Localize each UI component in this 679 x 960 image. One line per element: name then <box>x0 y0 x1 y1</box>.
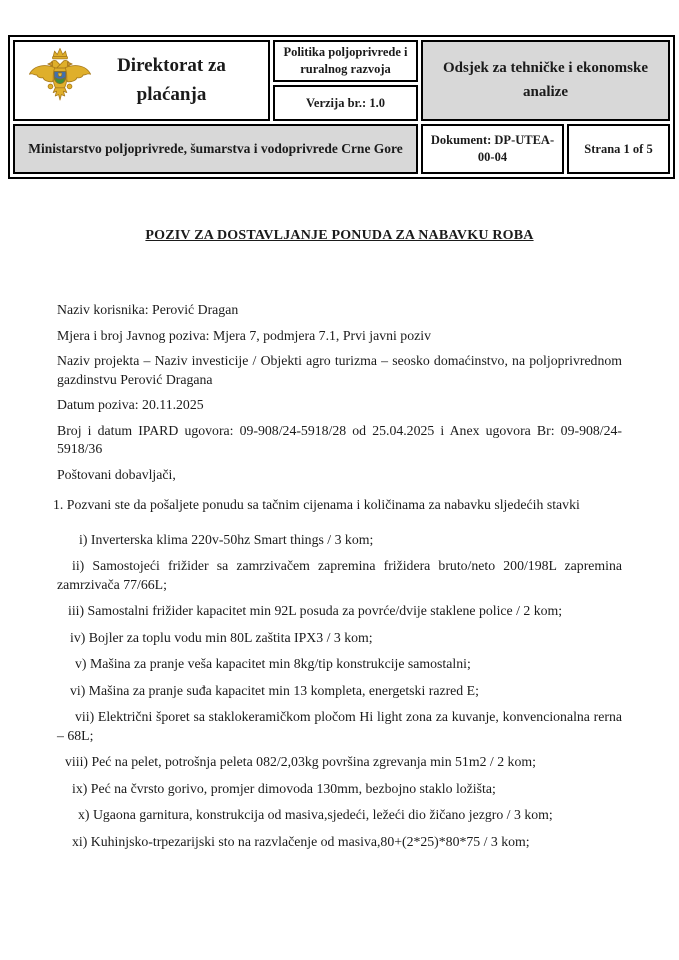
recipient-line: Naziv korisnika: Perović Dragan <box>57 302 239 317</box>
salutation-line: Poštovani dobavljači, <box>57 466 176 482</box>
procurement-item-vii: vii) Električni šporet sa staklokeramičkom pločom Hi light zona za kuvanje, konvencionalna rerna – 68L; <box>57 709 622 743</box>
measure-line: Mjera i broj Javnog poziva: Mjera 7, podmjera 7.1, Prvi javni poziv <box>57 327 431 343</box>
document-header-table <box>8 35 675 179</box>
document-body <box>53 301 622 851</box>
ministry-cell <box>13 124 418 174</box>
procurement-item-x: x) Ugaona garnitura, konstrukcija od masiva,sjedeći, ležeći dio žičano jezgro / 3 kom; <box>78 807 553 822</box>
procurement-item-ii: ii) Samostojeći frižider sa zamrzivačem zapremina frižidera bruto/neto 200/198L zapremina zamrzivača 77/66L; <box>57 558 622 592</box>
procurement-item-vi: vi) Mašina za pranje suđa kapacitet min 13 kompleta, energetski razred E; <box>70 682 479 698</box>
procurement-item-xi: xi) Kuhinjsko-trpezarijski sto na razvlačenje od masiva,80+(2*25)*80*75 / 3 kom; <box>72 833 530 849</box>
procurement-item-iv: iv) Bojler za toplu vodu min 80L zaštita IPX3 / 3 kom; <box>70 629 373 645</box>
directorate-title: Direktorat za plaćanja <box>117 55 226 105</box>
policy-label: Politika poljoprivrede i ruralnog razvoja <box>283 45 408 76</box>
procurement-item-viii: viii) Peć na pelet, potrošnja peleta 082/2,03kg površina zgrevanja min 51m2 / 2 kom; <box>65 754 536 769</box>
document-title: POZIV ZA DOSTAVLJANJE PONUDA ZA NABAVKU ROBA <box>145 228 534 243</box>
procurement-item-iii: iii) Samostalni frižider kapacitet min 92L posuda za povrće/dvije staklene police / 2 kom; <box>68 603 563 618</box>
page-number-label: Strana 1 of 5 <box>584 141 653 156</box>
procurement-item-v: v) Mašina za pranje veša kapacitet min 8kg/tip konstrukcije samostalni; <box>75 656 471 671</box>
instruction-line: 1. Pozvani ste da pošaljete ponudu sa tačnim cijenama i količinama za nabavku sljedećih stavki <box>53 497 580 512</box>
procurement-item-i: i) Inverterska klima 220v-50hz Smart things / 3 kom; <box>79 531 374 547</box>
contract-line: Broj i datum IPARD ugovora: 09-908/24-5918/28 od 25.04.2025 i Anex ugovora Br: 09-908/24-5918/36 <box>57 422 622 456</box>
directorate-cell <box>13 40 270 121</box>
version-cell <box>273 85 418 121</box>
header-row-bottom <box>13 124 670 174</box>
policy-cell <box>273 40 418 82</box>
page-number-cell <box>567 124 670 174</box>
montenegro-coat-of-arms-icon <box>26 45 94 117</box>
header-row-top <box>13 40 670 82</box>
document-code-label: Dokument: DP-UTEA-00-04 <box>430 132 555 164</box>
document-code-cell <box>421 124 564 174</box>
project-line: Naziv projekta – Naziv investicije / Objekti agro turizma – seosko domaćinstvo, na poljoprivrednom gazdinstvu Perović Dragana <box>57 353 622 387</box>
call-date-line: Datum poziva: 20.11.2025 <box>57 397 204 412</box>
version-label: Verzija br.: 1.0 <box>306 95 385 110</box>
ministry-label: Ministarstvo poljoprivrede, šumarstva i vodoprivrede Crne Gore <box>28 140 403 156</box>
department-label: Odsjek za tehničke i ekonomske analize <box>442 60 648 100</box>
procurement-item-ix: ix) Peć na čvrsto gorivo, promjer dimovoda 130mm, bezbojno staklo ložišta; <box>72 780 496 796</box>
department-cell <box>421 40 670 121</box>
